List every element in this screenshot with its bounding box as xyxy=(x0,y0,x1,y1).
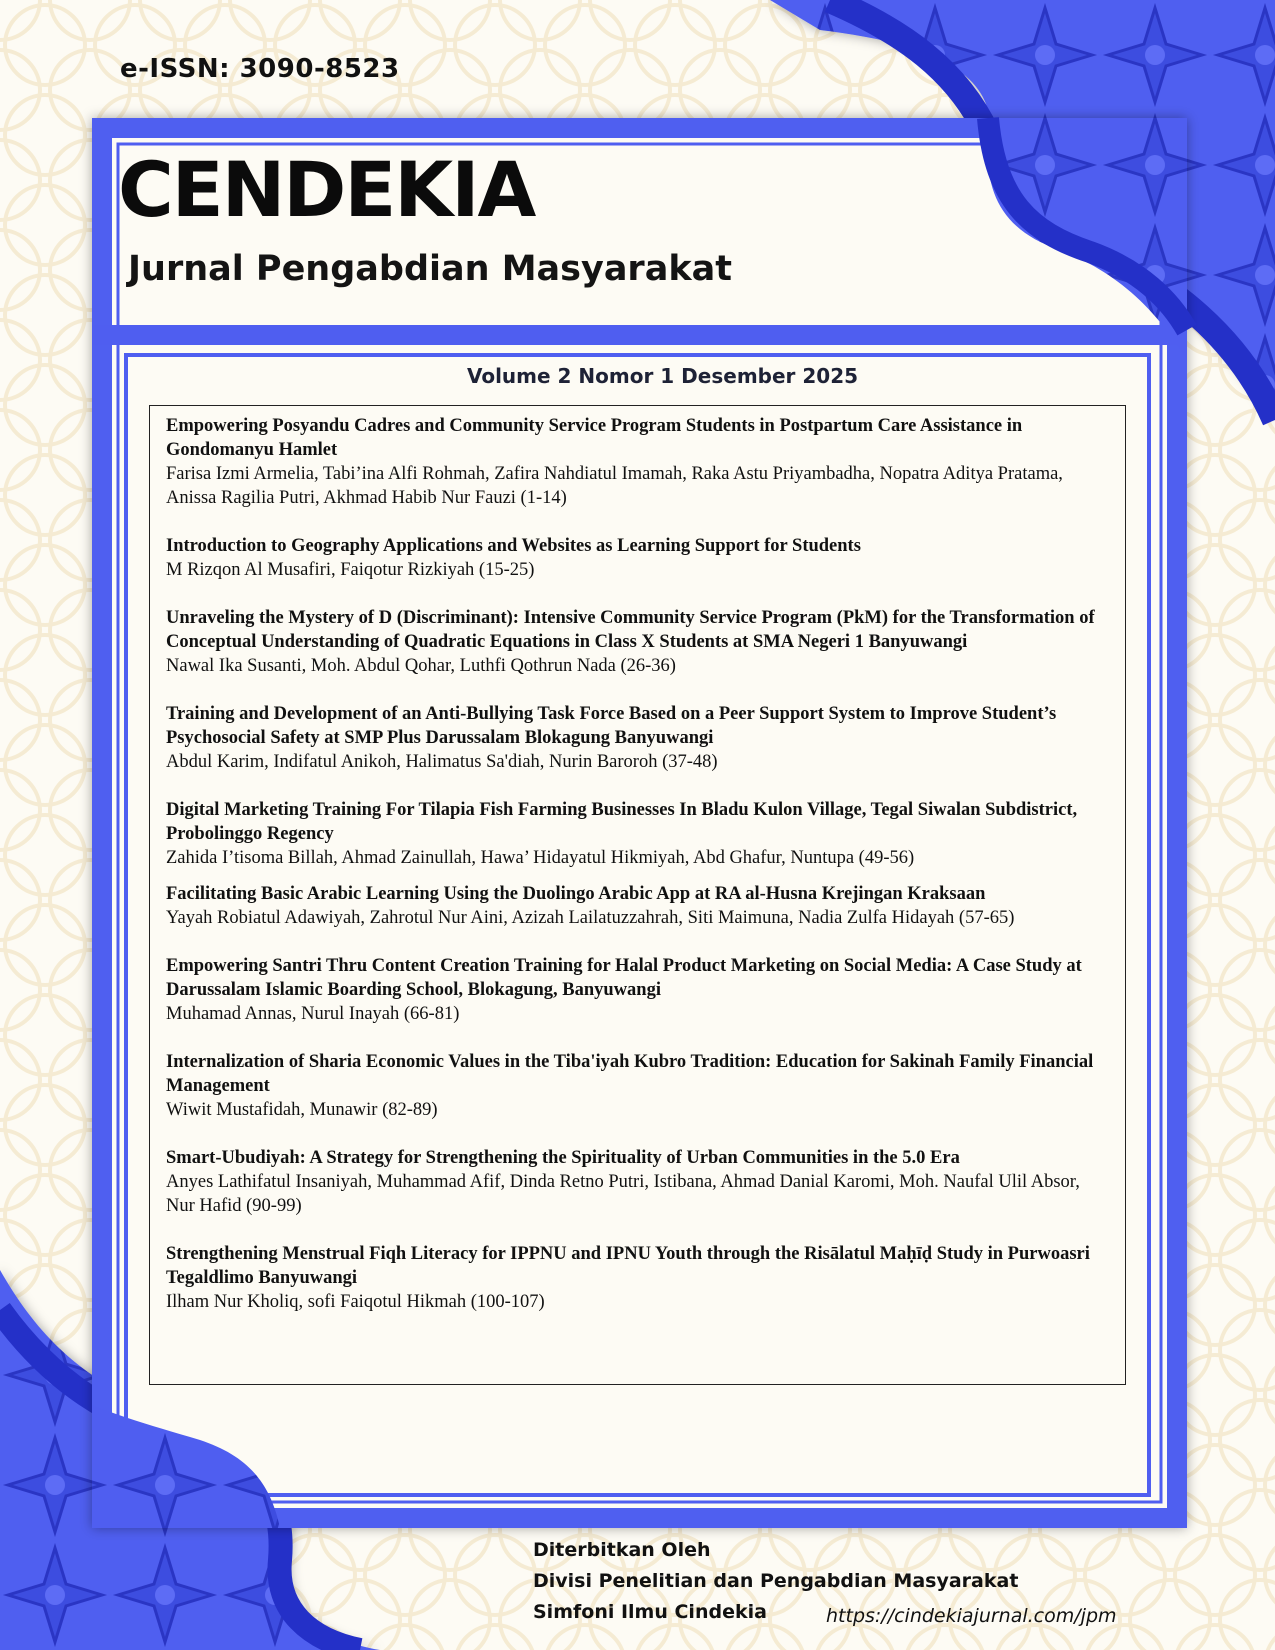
article-title[interactable]: Smart-Ubudiyah: A Strategy for Strengthening the Spirituality of Urban Communities in the 5.0 Era xyxy=(166,1148,960,1168)
header-divider-band xyxy=(92,325,1187,345)
article-authors: Yayah Robiatul Adawiyah, Zahrotul Nur Aini, Azizah Lailatuzzahrah, Siti Maimuna, Nadia Zulfa Hidayah (57-65) xyxy=(166,908,1015,928)
toc-entry xyxy=(166,1146,1109,1218)
toc-entry xyxy=(166,1050,1109,1122)
article-title[interactable]: Digital Marketing Training For Tilapia Fish Farming Businesses In Bladu Kulon Village, Tegal Siwalan Subdistrict, Probolinggo Regency xyxy=(166,800,1078,844)
toc-entry xyxy=(166,882,1109,930)
article-title[interactable]: Facilitating Basic Arabic Learning Using the Duolingo Arabic App at RA al-Husna Krejingan Kraksaan xyxy=(166,884,986,904)
journal-url-link[interactable]: https://cindekiajurnal.com/jpm xyxy=(826,1605,1117,1627)
article-title[interactable]: Strengthening Menstrual Fiqh Literacy for IPPNU and IPNU Youth through the Risālatul Maḥīḍ Study in Purwoasri Tegaldlimo Banyuwangi xyxy=(166,1244,1090,1288)
article-authors: M Rizqon Al Musafiri, Faiqotur Rizkiyah (15-25) xyxy=(166,560,535,580)
journal-name: CENDEKIA xyxy=(118,145,535,234)
toc-entry xyxy=(166,798,1109,870)
toc-entry xyxy=(166,702,1109,774)
article-authors: Ilham Nur Kholiq, sofi Faiqotul Hikmah (100-107) xyxy=(166,1292,545,1312)
article-authors: Zahida I’tisoma Billah, Ahmad Zainullah, Hawa’ Hidayatul Hikmiyah, Abd Ghafur, Nuntupa (49-56) xyxy=(166,848,915,868)
article-authors: Muhamad Annas, Nurul Inayah (66-81) xyxy=(166,1004,460,1024)
article-authors: Anyes Lathifatul Insaniyah, Muhammad Afif, Dinda Retno Putri, Istibana, Ahmad Danial Karomi, Moh. Naufal Ulil Absor, Nur Hafid (90-99) xyxy=(166,1172,1080,1216)
toc-entry xyxy=(166,606,1109,678)
issn-label: e-ISSN: 3090-8523 xyxy=(120,54,400,84)
article-authors: Farisa Izmi Armelia, Tabi’ina Alfi Rohmah, Zafira Nahdiatul Imamah, Raka Astu Priyambadha, Nopatra Aditya Pratama, Anissa Ragilia Putri, Akhmad Habib Nur Fauzi (1-14) xyxy=(166,464,1063,508)
journal-subtitle: Jurnal Pengabdian Masyarakat xyxy=(128,249,732,289)
article-title[interactable]: Introduction to Geography Applications and Websites as Learning Support for Students xyxy=(166,536,861,556)
article-title[interactable]: Internalization of Sharia Economic Values in the Tiba'iyah Kubro Tradition: Education for Sakinah Family Financial Management xyxy=(166,1052,1094,1096)
table-of-contents xyxy=(149,405,1126,1385)
article-authors: Abdul Karim, Indifatul Anikoh, Halimatus Sa'diah, Nurin Baroroh (37-48) xyxy=(166,752,718,772)
article-title[interactable]: Training and Development of an Anti-Bullying Task Force Based on a Peer Support System to Improve Student’s Psychosocial Safety at SMP Plus Darussalam Blokagung Banyuwangi xyxy=(166,704,1057,748)
article-authors: Wiwit Mustafidah, Munawir (82-89) xyxy=(166,1100,438,1120)
article-title[interactable]: Empowering Posyandu Cadres and Community Service Program Students in Postpartum Care Assistance in Gondomanyu Hamlet xyxy=(166,416,1023,460)
toc-entry xyxy=(166,534,1109,582)
toc-entry xyxy=(166,1242,1109,1314)
article-title[interactable]: Empowering Santri Thru Content Creation Training for Halal Product Marketing on Social Media: A Case Study at Darussalam Islamic Boarding School, Blokagung, Banyuwangi xyxy=(166,956,1082,1000)
article-authors: Nawal Ika Susanti, Moh. Abdul Qohar, Luthfi Qothrun Nada (26-36) xyxy=(166,656,676,676)
article-title[interactable]: Unraveling the Mystery of D (Discriminant): Intensive Community Service Program (PkM) for the Transformation of Conceptual Understanding of Quadratic Equations in Class X Students at SMA Negeri 1 Banyuwangi xyxy=(166,608,1095,652)
issue-label: Volume 2 Nomor 1 Desember 2025 xyxy=(466,364,859,388)
toc-entry xyxy=(166,414,1109,510)
publisher-name: Simfoni Ilmu Cindekia xyxy=(533,1601,767,1623)
publisher-division: Divisi Penelitian dan Pengabdian Masyarakat xyxy=(533,1570,1019,1592)
toc-entry xyxy=(166,954,1109,1026)
publisher-label: Diterbitkan Oleh xyxy=(533,1539,711,1561)
